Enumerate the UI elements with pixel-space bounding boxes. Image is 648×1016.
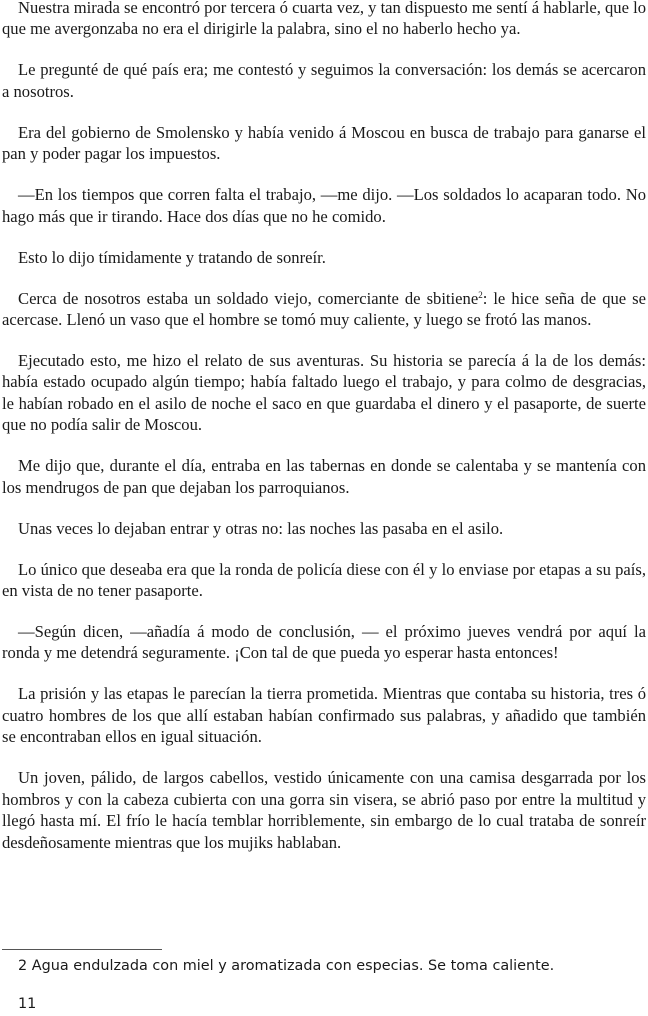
paragraph: Me dijo que, durante el día, entraba en las tabernas en donde se calentaba y se mantenía con los mendrugos de pan que dejaban los parroquianos. [2,456,646,497]
footnote-reference[interactable]: 2 [478,289,483,300]
paragraph-text: : le hice seña de que se acercase. Llenó un vaso que el hombre se tomó muy caliente, y luego se frotó las manos. [2,288,646,330]
paragraph-text: Cerca de nosotros estaba un soldado viejo, comerciante de sbitiene [18,288,479,308]
paragraph: Lo único que deseaba era que la ronda de policía diese con él y lo enviase por etapas a su país, en vista de no tener pasaporte. [2,559,646,601]
paragraph: La prisión y las etapas le parecían la tierra prometida. Mientras que contaba su historia, tres ó cuatro hombres de los que allí estaban habían confirmado sus palabras, y añadido que también se encontraban ellos en igual situación. [2,684,646,747]
body-text [2,0,646,873]
paragraph: Ejecutado esto, me hizo el relato de sus aventuras. Su historia se parecía á la de los demás: había estado ocupado algún tiempo; había faltado luego el trabajo, y para colmo de desgracias, le habían robado en el asilo de noche el saco en que guardaba el dinero y el pasaporte, de suerte que no podía salir de Moscou. [2,351,646,435]
page-number: 11 [18,996,37,1012]
paragraph: —Según dicen, —añadía á modo de conclusión, — el próximo jueves vendrá por aquí la ronda y me detendrá seguramente. ¡Con tal de que pueda yo esperar hasta entonces! [2,622,646,663]
paragraph: Le pregunté de qué país era; me contestó y seguimos la conversación: los demás se acercaron a nosotros. [2,60,646,101]
paragraph: Unas veces lo dejaban entrar y otras no: las noches las pasaba en el asilo. [18,518,504,538]
paragraph: —En los tiempos que corren falta el trabajo, —me dijo. —Los soldados lo acaparan todo. No hago más que ir tirando. Hace dos días que no he comido. [2,185,646,226]
paragraph-with-footnote-ref [2,288,646,331]
footnote-divider [2,949,162,950]
paragraph: Un joven, pálido, de largos cabellos, vestido únicamente con una camisa desgarrada por los hombros y con la cabeza cubierta con una gorra sin visera, se abrió paso por entre la multitud y llegó hasta mí. El frío le hacía temblar horriblemente, sin embargo de lo cual trataba de sonreír desdeñosamente mientras que los mujiks hablaban. [2,768,646,852]
paragraph: Esto lo dijo tímidamente y tratando de sonreír. [18,247,326,267]
footnote: 2 Agua endulzada con miel y aromatizada con especias. Se toma caliente. [18,958,555,974]
paragraph: Era del gobierno de Smolensko y había venido á Moscou en busca de trabajo para ganarse el pan y poder pagar los impuestos. [2,122,646,164]
paragraph: Nuestra mirada se encontró por tercera ó cuarta vez, y tan dispuesto me sentí á hablarle, que lo que me avergonzaba no era el dirigirle la palabra, sino el no haberlo hecho ya. [2,0,647,39]
